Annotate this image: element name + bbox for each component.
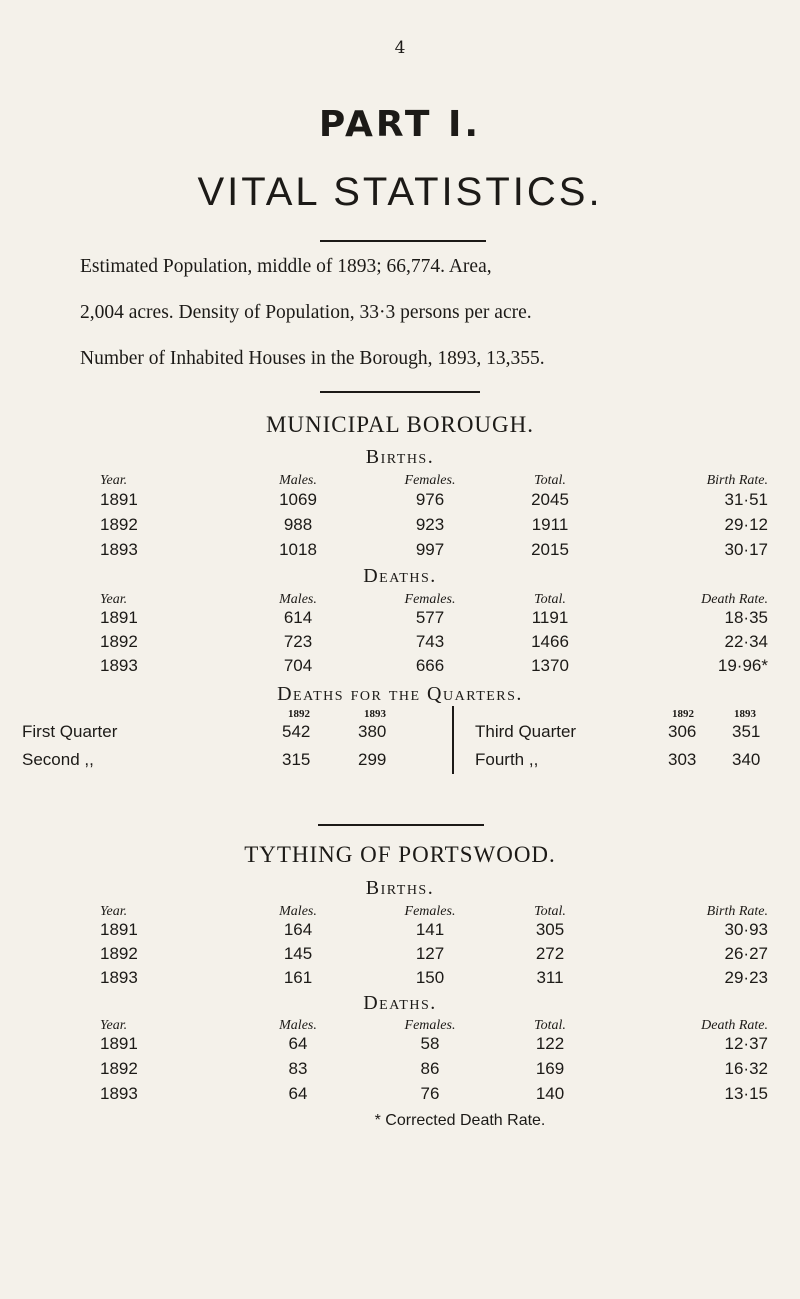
quarters-divider <box>452 706 454 774</box>
table-cell: 923 <box>415 515 445 534</box>
quarter-name: Third Quarter <box>475 722 577 741</box>
column-header: Females. <box>404 473 456 488</box>
table-cell: 666 <box>415 656 445 675</box>
table-cell: 58 <box>420 1034 440 1053</box>
page-number: 4 <box>394 38 406 58</box>
table-cell: 16·32 <box>724 1059 768 1078</box>
quarter-value: 306 <box>668 722 697 741</box>
table-cell: 1018 <box>279 540 317 559</box>
table-cell: 743 <box>415 632 445 651</box>
table-cell: 127 <box>415 944 445 963</box>
column-header: Total. <box>534 904 566 919</box>
row-year: 1891 <box>100 920 138 939</box>
table-cell: 997 <box>415 540 445 559</box>
table-cell: 150 <box>415 968 445 987</box>
section-title: VITAL STATISTICS. <box>197 170 603 214</box>
row-year: 1893 <box>100 540 138 559</box>
table-cell: 2045 <box>531 490 569 509</box>
table-cell: 1069 <box>279 490 317 509</box>
column-header: Year. <box>100 1018 128 1033</box>
row-year: 1891 <box>100 1034 138 1053</box>
row-year: 1892 <box>100 632 138 651</box>
quarter-name: First Quarter <box>22 722 118 741</box>
table-cell: 145 <box>283 944 313 963</box>
table-cell: 723 <box>283 632 313 651</box>
quarter-value: 315 <box>282 750 311 769</box>
table-cell: 19·96* <box>717 656 768 675</box>
table-cell: 988 <box>283 515 313 534</box>
quarter-year: 1893 <box>364 708 386 720</box>
table-cell: 140 <box>535 1084 565 1103</box>
table-cell: 76 <box>420 1084 440 1103</box>
table-cell: 29·23 <box>724 968 768 987</box>
column-header: Year. <box>100 904 128 919</box>
table-cell: 2015 <box>531 540 569 559</box>
row-year: 1891 <box>100 608 138 627</box>
table-cell: 976 <box>415 490 445 509</box>
quarter-year: 1893 <box>734 708 756 720</box>
municipal-heading: MUNICIPAL BOROUGH. <box>265 412 535 437</box>
quarter-value: 299 <box>358 750 387 769</box>
table-cell: 31·51 <box>724 490 768 509</box>
footnote: * Corrected Death Rate. <box>374 1112 546 1129</box>
column-header: Year. <box>100 592 128 607</box>
divider <box>320 240 486 242</box>
intro-line: 2,004 acres. Density of Population, 33·3 persons per acre. <box>80 302 532 323</box>
row-year: 1892 <box>100 944 138 963</box>
table-cell: 1370 <box>531 656 569 675</box>
quarter-year: 1892 <box>288 708 310 720</box>
column-header: Males. <box>279 1018 317 1033</box>
table-cell: 18·35 <box>724 608 768 627</box>
table-cell: 13·15 <box>724 1084 768 1103</box>
quarter-value: 542 <box>282 722 311 741</box>
quarter-year: 1892 <box>672 708 694 720</box>
part-title: PART I. <box>318 104 482 145</box>
table-cell: 122 <box>535 1034 565 1053</box>
table-cell: 169 <box>535 1059 565 1078</box>
row-year: 1891 <box>100 490 138 509</box>
table-cell: 704 <box>283 656 313 675</box>
column-header: Males. <box>279 592 317 607</box>
quarter-value: 303 <box>668 750 697 769</box>
table-cell: 26·27 <box>724 944 768 963</box>
column-header: Total. <box>534 592 566 607</box>
column-header: Birth Rate. <box>706 473 768 488</box>
column-header: Total. <box>534 1018 566 1033</box>
quarter-value: 340 <box>732 750 761 769</box>
column-header: Death Rate. <box>701 1018 768 1033</box>
portswood-heading: TYTHING OF PORTSWOOD. <box>244 842 556 867</box>
births-label: Births. <box>365 446 435 468</box>
column-header: Females. <box>404 1018 456 1033</box>
table-cell: 64 <box>288 1034 308 1053</box>
table-cell: 22·34 <box>724 632 768 651</box>
table-cell: 141 <box>415 920 445 939</box>
table-cell: 1191 <box>531 608 569 627</box>
table-cell: 272 <box>535 944 565 963</box>
table-cell: 161 <box>283 968 313 987</box>
column-header: Year. <box>100 473 128 488</box>
table-cell: 30·93 <box>724 920 768 939</box>
table-cell: 29·12 <box>724 515 768 534</box>
row-year: 1892 <box>100 1059 138 1078</box>
table-cell: 311 <box>536 968 564 987</box>
table-cell: 30·17 <box>724 540 768 559</box>
table-cell: 1466 <box>531 632 569 651</box>
column-header: Females. <box>404 592 456 607</box>
table-cell: 1911 <box>531 515 569 534</box>
table-cell: 305 <box>535 920 565 939</box>
deaths-label: Deaths. <box>363 992 437 1014</box>
divider <box>318 824 484 826</box>
column-header: Males. <box>279 904 317 919</box>
row-year: 1893 <box>100 968 138 987</box>
column-header: Total. <box>534 473 566 488</box>
divider <box>320 391 480 393</box>
row-year: 1893 <box>100 1084 138 1103</box>
deaths-label: Deaths. <box>363 565 437 587</box>
table-cell: 614 <box>283 608 313 627</box>
table-cell: 164 <box>283 920 313 939</box>
intro-line: Number of Inhabited Houses in the Borough, 1893, 13,355. <box>80 348 545 369</box>
table-cell: 83 <box>288 1059 308 1078</box>
column-header: Birth Rate. <box>706 904 768 919</box>
intro-line: Estimated Population, middle of 1893; 66,774. Area, <box>80 256 492 277</box>
row-year: 1893 <box>100 656 138 675</box>
births-label: Births. <box>365 877 435 899</box>
row-year: 1892 <box>100 515 138 534</box>
column-header: Death Rate. <box>701 592 768 607</box>
table-cell: 86 <box>420 1059 440 1078</box>
quarter-value: 380 <box>358 722 387 741</box>
quarter-name: Second ,, <box>22 750 94 769</box>
column-header: Females. <box>404 904 456 919</box>
quarter-name: Fourth ,, <box>475 750 539 769</box>
quarter-value: 351 <box>732 722 761 741</box>
table-cell: 577 <box>415 608 445 627</box>
quarters-label: Deaths for the Quarters. <box>277 683 523 705</box>
table-cell: 12·37 <box>724 1034 768 1053</box>
table-cell: 64 <box>288 1084 308 1103</box>
column-header: Males. <box>279 473 317 488</box>
